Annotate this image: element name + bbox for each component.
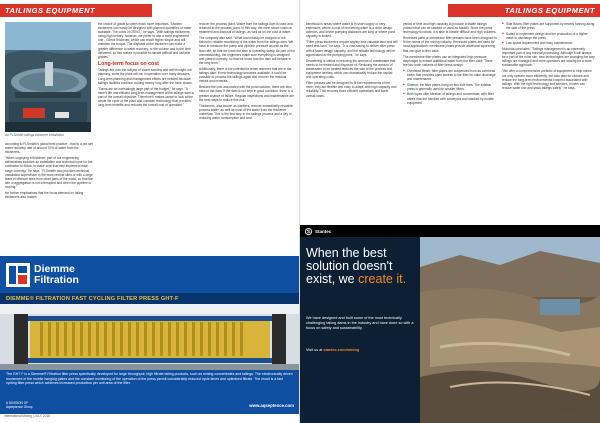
paragraph: Dewatering is critical in reducing the amount of wastewater that needs to be treated and disposed of. Reducing the amount of wastewater to be treated reduces the size of the process and equipment needed, which can dramatically reduce the capital and operating costs. xyxy=(306,58,396,80)
left-column-3 xyxy=(199,22,295,122)
paragraph: The company also said: "What could easily be dropped or left behind is reliable monitoring of the water from the tailings dam. We have to measure the pump and pipeline pressure as well as the flow rate, so that we know the dam is operating safely. As part of the commissioning, the engineers make sure everything is designed and placed correctly, so that we know how the dam will behave in the long term." xyxy=(199,36,295,65)
brand-line: Diemme xyxy=(34,263,75,275)
diemme-contact xyxy=(6,401,33,409)
right-column-1 xyxy=(306,22,398,100)
left-footer: International Mining | JULY 2018 xyxy=(4,414,50,418)
list-item: ■ Side Beam: filter plates are supported by beams running along the side of the press. xyxy=(502,22,595,30)
stantec-body-text: We have designed and built some of the most technically challenging tailing dams in the industry and have done so with a focus on safety and sustainability. xyxy=(306,316,414,330)
filter-press-photo xyxy=(0,304,300,370)
diemme-logo xyxy=(6,260,79,290)
paragraph: according to FLSmidth's global best practice - that to a pre-set water recovery rate of around 70% of water from the thickeners. xyxy=(5,142,93,155)
diemme-body-text: The GHT F is a Diemme® Filtration filter press specifically developed for large throughput, high filtrate tailing products, such as mining concentrates and tailings. The electronically driven movement of the mobile hanging plates and the constant monitoring of the operation of the press permit considerably reduced cycle times and optimised filtrate. The result is a fast cycling filter press which achieves increased production per unit area of the filter. xyxy=(6,372,293,385)
stantec-logo-text: Stantec xyxy=(315,228,332,234)
right-column-3 xyxy=(502,22,595,92)
paragraph: "We offer a comprehensive portfolio of equipment to help mines not only operate more efficiently, but also plan for closure and reduce the long-term environmental footprint associated with tailings. With the right technology and services, miners can reduce water use and stack tailings safely," he says. xyxy=(502,69,592,90)
diemme-mark-icon xyxy=(6,263,30,287)
photo-caption: An FLSmidth tailings thickener installation xyxy=(5,133,64,137)
paragraph: He further emphasises that the focus demand on tailing thickeners also makes xyxy=(5,191,84,200)
diemme-advert[interactable] xyxy=(0,256,300,414)
right-section-header xyxy=(448,4,600,17)
thickener-photo xyxy=(5,22,91,132)
list-item: ■ Low space requirement and easy maintenance. xyxy=(502,41,595,45)
paragraph: Besides the cost associated with the pond solution, there are also risks to the dam. If the dam is not kept in good condition, there is a greater chance of failure. Regular inspections and maintenance are the best ways to reduce this risk. xyxy=(199,85,294,102)
product-title: DIEMME® FILTRATION FAST CYCLING FILTER PRESS GHT-F xyxy=(6,295,179,302)
stantec-url-link[interactable]: stantec.com/mining xyxy=(323,348,360,352)
stantec-mark-icon xyxy=(305,228,312,235)
left-section-title: TAILINGS EQUIPMENT xyxy=(5,6,96,15)
paragraph: recover the process plant. Water from the tailings dam is used and returned to the process plant. In this way, the mine saves costs on treatment and disposal of tailings, as well as on the cost of water. xyxy=(199,22,293,35)
stantec-link[interactable] xyxy=(306,348,416,353)
diemme-product-strip xyxy=(0,293,300,304)
left-column-1 xyxy=(5,142,93,201)
diemme-brand xyxy=(34,264,79,286)
diemme-url-link[interactable]: www.aqseptence.com xyxy=(249,403,294,408)
list-item: ■ Suited to implement design and the production of a higher mass to discharge the press. xyxy=(502,32,595,40)
list-item: ■ Both types offer filtration of tailings and concentrate, with filter cakes that are handled with conveyors and stacked by mobile equipment. xyxy=(403,92,497,104)
paragraph: "Filter press thickeners require slightly less valuable land and will need less land," he says. "It is cost-saving to deliver filter press with a lower design capacity, and the reliable technology will be appreciated at the pumping point," he says. xyxy=(306,40,398,57)
contact-line: A DIVISION OF xyxy=(6,401,29,405)
paragraph: beneficial in areas where water is in short supply or very expensive, where a cost of recovering water is a clear design criterion, and where pumping distances are long or where pond capacity is limited. xyxy=(306,22,396,39)
paragraph: Thickeners, also known as clarifiers, recover immediately reusable process water, as well as most of the water from the thickener underflow. This is the first step in the tailings process and a key to reducing water consumption and cost. xyxy=(199,103,293,120)
stantec-logo-bar xyxy=(300,225,600,237)
headline-text: When the best solution doesn't exist, we xyxy=(306,246,393,286)
tailings-dam-photo xyxy=(420,237,600,423)
left-section-header xyxy=(0,4,152,17)
paragraph: Tailings are now the subject of closer scrutiny and well thought-out planning, since the plant will run in operation over many decades. Long-term planning and management efforts are needed because tailings facilities continue costing money long after the mine closes. xyxy=(98,68,193,85)
list-item: ■ Sidebar: the filter plates hang on two side bars. The sidebar press is generally used for smaller filters. xyxy=(403,83,497,91)
stantec-advert[interactable] xyxy=(300,225,600,423)
paragraph: the choice of grade so often much more important. "Modern thickeners can easily be designed with planned quantities of water available. The costs of GRNO," he says. "With tailings thickeners using high tertiary, however, we prefer to use a more engineered one - Gilmor thickener, which can reach higher torque and will maintain the torque. The disposal of the thickener can make a greater difference to water recovery, to the volume and to the time delivered, so this makes it possible to handle difficult and variable grades." xyxy=(98,22,192,59)
paragraph: "When supplying a thickener, part of our engineering deliverables includes an installation and technical input for the contractor to follow, to make sure that they implement each stage correctly," he says. "FLSmidth also provides technical installation supervision in the most remote sites or with a large team of offshore sites from other parts of the world, so that the site of aggregation is not interrupted and when the pipeline is moving." xyxy=(5,156,93,189)
stantec-headline xyxy=(306,247,416,286)
subheading: Long-term focus on cost xyxy=(98,60,159,67)
right-column-2 xyxy=(403,22,497,106)
contact-line: Aqseptence Group xyxy=(6,405,33,409)
paragraph: Mutunda concludes: "Tailings management is an extremely important part of any mineral processing. Although it will always be a part of the mine site, new technologies are changing the way tailings are managed and mine operators are looking for a more sustainable approach." xyxy=(502,46,595,68)
headline-accent: create it. xyxy=(358,272,407,286)
right-section-title: TAILINGS EQUIPMENT xyxy=(504,6,595,15)
paragraph: period of time and high capacity to produce a stable tailings product that can be stacked or used as backfill. Since the press technology is robust, it is able to handle difficult and high volumes. xyxy=(403,22,497,35)
filter-type-list xyxy=(403,69,497,105)
right-page xyxy=(300,0,600,423)
paragraph: "Dams are an increasingly large part of the budget," he says. "A mine's life and efficient long-term management of the tailings dam is part of the overall objective. Therefore it makes sense to look at the whole life cycle of the plant and consider technology that provides long-term benefits and reduces the overall cost of operation." xyxy=(98,86,194,108)
right-footer: International Mining | JULY 2018 xyxy=(550,414,596,418)
link-prefix: Visit us at xyxy=(306,348,324,352)
list-item: ■ Overhead Beam: filter plates are suspended from an overhead beam that provides open access to the filter for cake discharge and maintenance. xyxy=(403,69,497,81)
paragraph: Filter presses can be designed to fit the requirements of the mine; they are flexible and easy to adapt, with high capacity and reliability. This ensures more efficient operations and lower overall costs. xyxy=(306,81,397,98)
brand-line: Filtration xyxy=(34,274,79,286)
paragraph: Additionally, there is the potential to reuse reserves that are in the tailings dam. If new technology becomes available, it could be possible to process the tailings again and recover the residual metals and minerals. xyxy=(199,66,292,84)
left-column-2 xyxy=(98,22,194,109)
paragraph: The membrane filter plates use an integrated high pressure diaphragm to extract additional water from the filter cake. There are two main variants of filter press design: xyxy=(403,54,493,67)
press-benefits-list xyxy=(502,22,595,45)
paragraph: Recessed plate or membrane filter presses have been designed to fit the needs of the mining industry. Recessed plates are used for most applications; membrane plates provide additional squeezing that can give a drier cake. xyxy=(403,36,497,53)
